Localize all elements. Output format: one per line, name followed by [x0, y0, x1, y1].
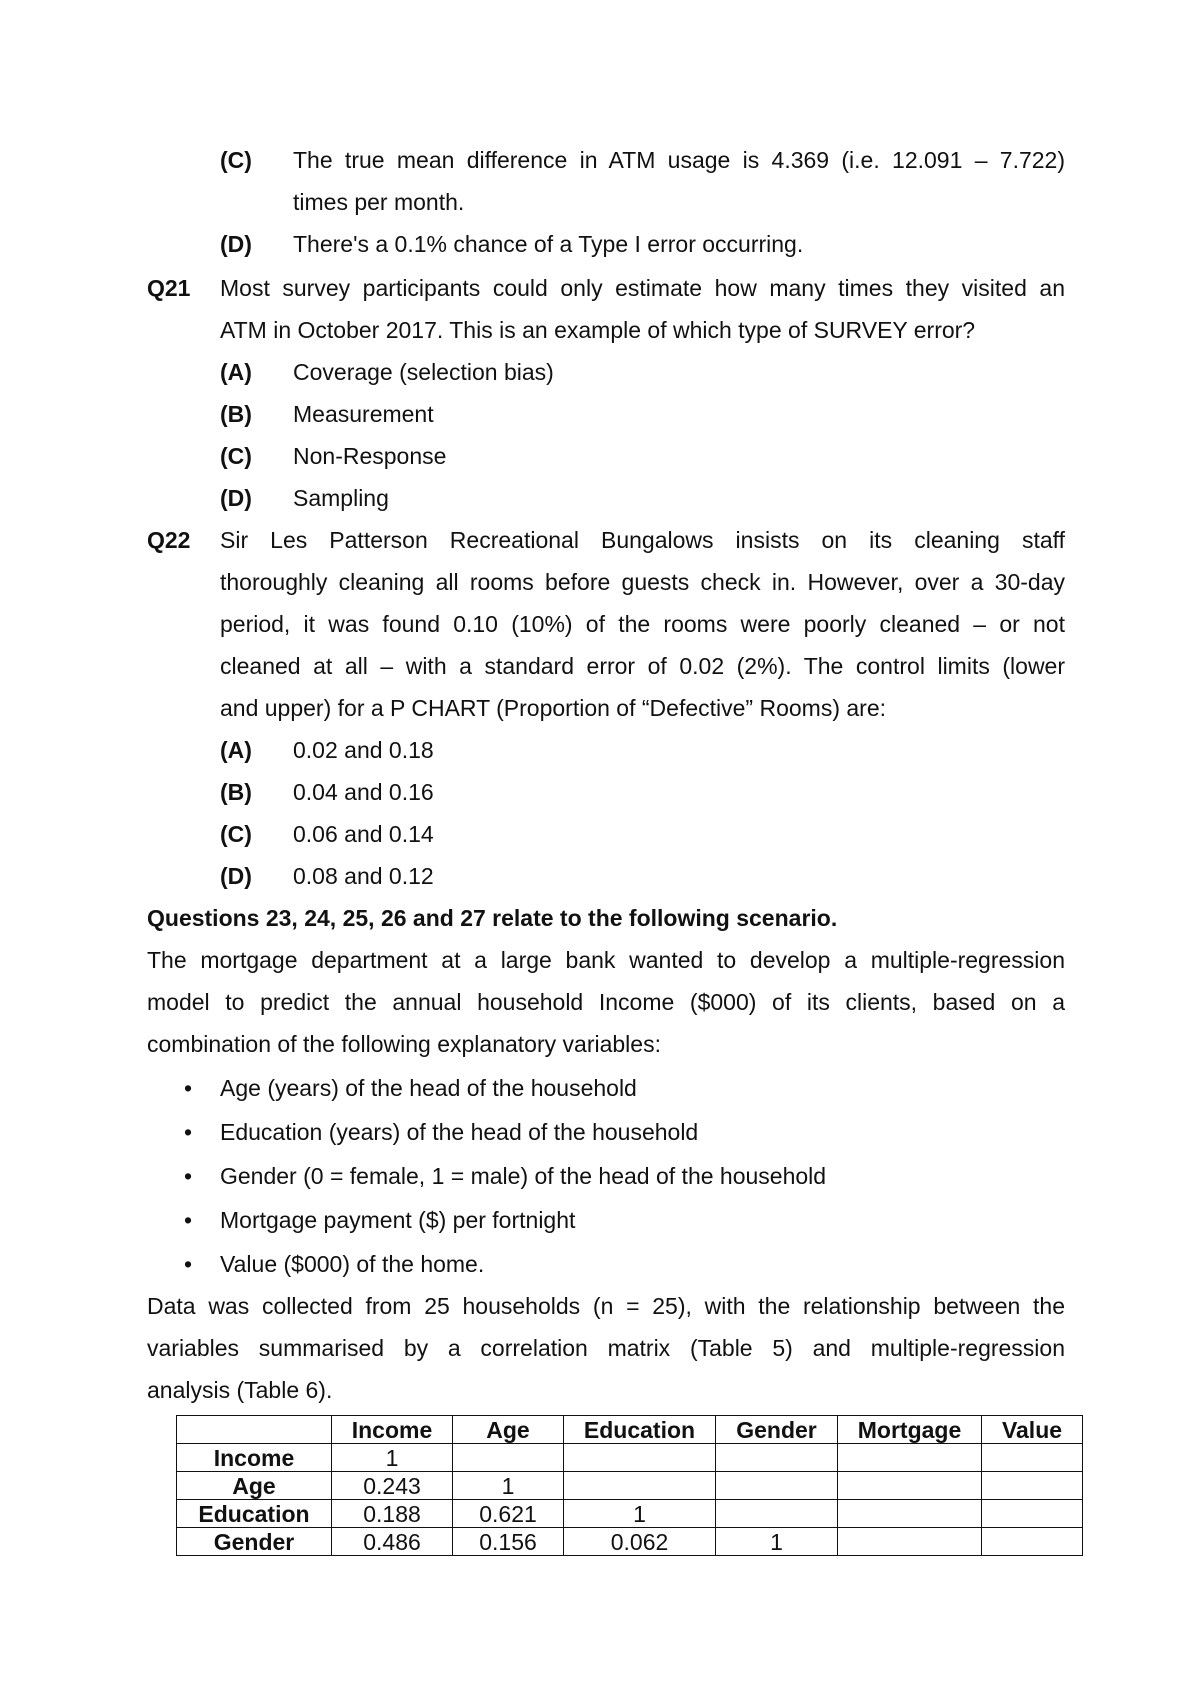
question-text: and upper) for a P CHART (Proportion of “Defective” Rooms) are: — [220, 695, 887, 721]
table-cell: 1 — [716, 1528, 838, 1556]
option-text: Sampling — [293, 485, 389, 511]
table-header-cell: Education — [564, 1416, 716, 1444]
table-cell — [838, 1444, 982, 1472]
table-header-cell — [177, 1416, 332, 1444]
scenario-text: analysis (Table 6). — [147, 1377, 333, 1403]
table-cell — [982, 1500, 1083, 1528]
option-text: Coverage (selection bias) — [293, 359, 554, 385]
bullet-icon: • — [184, 1075, 193, 1101]
table-header-cell: Age — [453, 1416, 564, 1444]
table-cell — [838, 1500, 982, 1528]
question-text: cleaned at all – with a standard error of 0.02 (2%). The control limits (lower — [220, 653, 1065, 679]
table-row — [177, 1500, 1083, 1528]
table-cell — [982, 1472, 1083, 1500]
option-letter: (C) — [220, 443, 252, 469]
bullet-icon: • — [184, 1163, 193, 1189]
question-text: thoroughly cleaning all rooms before guests check in. However, over a 30-day — [220, 569, 1065, 595]
table-cell: 1 — [332, 1444, 453, 1472]
table-cell — [564, 1472, 716, 1500]
option-text: 0.08 and 0.12 — [293, 863, 434, 889]
table-cell — [716, 1500, 838, 1528]
scenario-text: model to predict the annual household Income ($000) of its clients, based on a — [147, 989, 1065, 1015]
table-cell: 0.188 — [332, 1500, 453, 1528]
question-text: period, it was found 0.10 (10%) of the rooms were poorly cleaned – or not — [220, 611, 1065, 637]
option-text: There's a 0.1% chance of a Type I error occurring. — [293, 231, 804, 257]
table-cell — [982, 1444, 1083, 1472]
question-text: Sir Les Patterson Recreational Bungalows insists on its cleaning staff — [220, 527, 1065, 553]
option-text: 0.04 and 0.16 — [293, 779, 434, 805]
table-header-cell: Mortgage — [838, 1416, 982, 1444]
scenario-text: Data was collected from 25 households (n = 25), with the relationship between the — [147, 1293, 1065, 1319]
correlation-table — [176, 1415, 1083, 1556]
option-text: The true mean difference in ATM usage is 4.369 (i.e. 12.091 – 7.722) — [293, 147, 1065, 173]
bullet-icon: • — [184, 1119, 193, 1145]
question-number: Q22 — [147, 527, 191, 553]
question-text: Most survey participants could only estimate how many times they visited an — [220, 275, 1065, 301]
table-cell — [838, 1472, 982, 1500]
scenario-text: variables summarised by a correlation matrix (Table 5) and multiple-regression — [147, 1335, 1065, 1361]
scenario-text: combination of the following explanatory variables: — [147, 1031, 661, 1057]
option-text: 0.06 and 0.14 — [293, 821, 434, 847]
scenario-text: The mortgage department at a large bank wanted to develop a multiple-regression — [147, 947, 1065, 973]
table-cell — [982, 1528, 1083, 1556]
option-letter: (D) — [220, 231, 252, 257]
table-cell: 0.062 — [564, 1528, 716, 1556]
table-header-cell: Value — [982, 1416, 1083, 1444]
table-row — [177, 1444, 1083, 1472]
table-cell — [453, 1444, 564, 1472]
table-row — [177, 1528, 1083, 1556]
option-text: times per month. — [293, 189, 465, 215]
option-text: 0.02 and 0.18 — [293, 737, 434, 763]
table-row-header: Gender — [177, 1528, 332, 1556]
option-text: Non-Response — [293, 443, 447, 469]
table-cell: 0.486 — [332, 1528, 453, 1556]
bullet-item: Mortgage payment ($) per fortnight — [220, 1207, 576, 1233]
option-letter: (D) — [220, 485, 252, 511]
option-letter: (C) — [220, 821, 252, 847]
table-row-header: Education — [177, 1500, 332, 1528]
option-letter: (A) — [220, 737, 252, 763]
option-text: Measurement — [293, 401, 434, 427]
table-cell — [716, 1472, 838, 1500]
question-number: Q21 — [147, 275, 191, 301]
table-header-cell: Income — [332, 1416, 453, 1444]
option-letter: (B) — [220, 779, 252, 805]
table-cell: 1 — [453, 1472, 564, 1500]
scenario-heading: Questions 23, 24, 25, 26 and 27 relate to the following scenario. — [147, 905, 838, 931]
bullet-item: Gender (0 = female, 1 = male) of the head of the household — [220, 1163, 827, 1189]
table-cell: 1 — [564, 1500, 716, 1528]
table-header-row — [177, 1416, 1083, 1444]
option-letter: (D) — [220, 863, 252, 889]
table-row-header: Income — [177, 1444, 332, 1472]
table-cell — [838, 1528, 982, 1556]
bullet-item: Value ($000) of the home. — [220, 1251, 485, 1277]
table-header-cell: Gender — [716, 1416, 838, 1444]
option-letter: (A) — [220, 359, 252, 385]
table-cell — [716, 1444, 838, 1472]
bullet-icon: • — [184, 1207, 193, 1233]
option-letter: (C) — [220, 147, 252, 173]
bullet-icon: • — [184, 1251, 193, 1277]
question-text: ATM in October 2017. This is an example of which type of SURVEY error? — [220, 317, 976, 343]
table-row — [177, 1472, 1083, 1500]
table-cell: 0.621 — [453, 1500, 564, 1528]
table-cell — [564, 1444, 716, 1472]
bullet-item: Education (years) of the head of the household — [220, 1119, 699, 1145]
table-row-header: Age — [177, 1472, 332, 1500]
table-cell: 0.243 — [332, 1472, 453, 1500]
table-cell: 0.156 — [453, 1528, 564, 1556]
option-letter: (B) — [220, 401, 252, 427]
bullet-item: Age (years) of the head of the household — [220, 1075, 637, 1101]
